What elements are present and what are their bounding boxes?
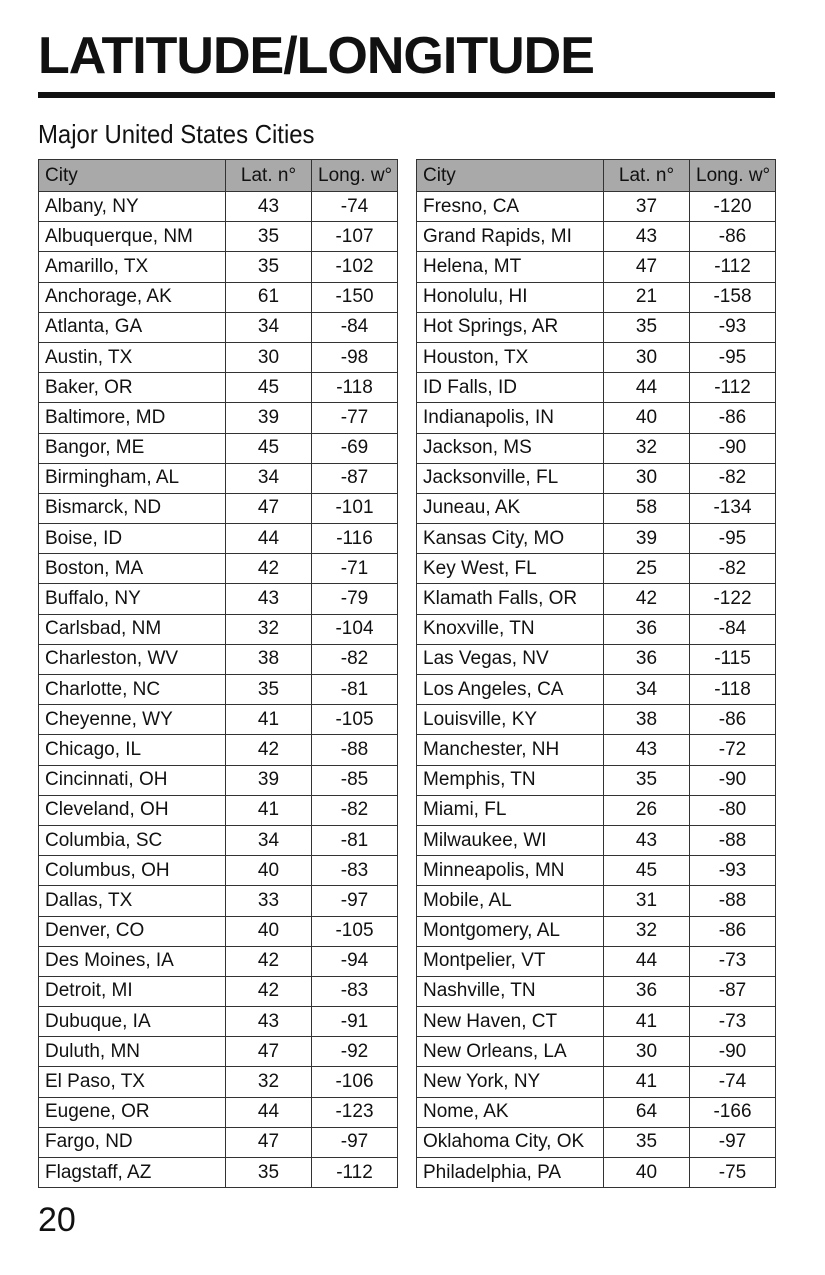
cell-lat: 30 <box>604 463 690 493</box>
cell-city: Mobile, AL <box>417 886 604 916</box>
cell-city: Detroit, MI <box>39 976 226 1006</box>
table-row <box>417 463 776 493</box>
table-row <box>417 403 776 433</box>
cell-lat: 35 <box>226 675 312 705</box>
cell-long: -82 <box>690 463 776 493</box>
cell-lat: 43 <box>226 1007 312 1037</box>
cell-lat: 45 <box>226 433 312 463</box>
cell-lat: 47 <box>226 1037 312 1067</box>
cell-long: -101 <box>312 493 398 523</box>
column-header-lat: Lat. n° <box>604 160 690 192</box>
cell-lat: 32 <box>226 614 312 644</box>
city-table-left-body <box>39 192 398 1188</box>
cell-long: -116 <box>312 524 398 554</box>
cell-city: Fresno, CA <box>417 192 604 222</box>
cell-long: -94 <box>312 946 398 976</box>
cell-long: -81 <box>312 675 398 705</box>
cell-long: -95 <box>690 524 776 554</box>
column-header-long: Long. w° <box>312 160 398 192</box>
cell-long: -81 <box>312 825 398 855</box>
cell-city: Eugene, OR <box>39 1097 226 1127</box>
cell-city: Denver, CO <box>39 916 226 946</box>
cell-long: -105 <box>312 705 398 735</box>
cell-lat: 38 <box>226 644 312 674</box>
cell-city: Buffalo, NY <box>39 584 226 614</box>
table-row <box>39 1067 398 1097</box>
cell-lat: 61 <box>226 282 312 312</box>
city-table-right <box>416 159 776 1188</box>
cell-lat: 32 <box>604 433 690 463</box>
cell-lat: 37 <box>604 192 690 222</box>
table-row <box>417 1067 776 1097</box>
cell-long: -107 <box>312 222 398 252</box>
cell-lat: 41 <box>226 795 312 825</box>
table-row <box>39 524 398 554</box>
cell-lat: 43 <box>604 735 690 765</box>
cell-city: Baker, OR <box>39 373 226 403</box>
cell-long: -134 <box>690 493 776 523</box>
cell-city: Dallas, TX <box>39 886 226 916</box>
cell-city: Birmingham, AL <box>39 463 226 493</box>
table-row <box>39 916 398 946</box>
cell-city: Hot Springs, AR <box>417 312 604 342</box>
cell-long: -79 <box>312 584 398 614</box>
cell-lat: 47 <box>604 252 690 282</box>
cell-lat: 41 <box>604 1067 690 1097</box>
cell-city: Oklahoma City, OK <box>417 1127 604 1157</box>
table-row <box>417 946 776 976</box>
cell-lat: 47 <box>226 1127 312 1157</box>
table-row <box>417 524 776 554</box>
table-row <box>39 976 398 1006</box>
cell-city: Amarillo, TX <box>39 252 226 282</box>
table-row <box>417 705 776 735</box>
cell-long: -88 <box>312 735 398 765</box>
table-row <box>39 433 398 463</box>
cell-city: Atlanta, GA <box>39 312 226 342</box>
table-row <box>39 342 398 372</box>
table-row <box>417 1127 776 1157</box>
table-row <box>417 1158 776 1188</box>
cell-lat: 40 <box>604 1158 690 1188</box>
cell-long: -118 <box>312 373 398 403</box>
cell-long: -69 <box>312 433 398 463</box>
cell-city: Bismarck, ND <box>39 493 226 523</box>
cell-long: -86 <box>690 222 776 252</box>
cell-city: Baltimore, MD <box>39 403 226 433</box>
cell-lat: 35 <box>604 312 690 342</box>
column-header-long: Long. w° <box>690 160 776 192</box>
cell-long: -88 <box>690 886 776 916</box>
cell-long: -75 <box>690 1158 776 1188</box>
cell-long: -84 <box>312 312 398 342</box>
cell-lat: 35 <box>604 1127 690 1157</box>
table-row <box>39 886 398 916</box>
table-row <box>39 825 398 855</box>
cell-lat: 39 <box>226 403 312 433</box>
cell-long: -87 <box>312 463 398 493</box>
cell-lat: 41 <box>604 1007 690 1037</box>
cell-lat: 31 <box>604 886 690 916</box>
cell-lat: 42 <box>226 976 312 1006</box>
cell-city: Honolulu, HI <box>417 282 604 312</box>
cell-lat: 40 <box>226 916 312 946</box>
cell-lat: 45 <box>604 856 690 886</box>
cell-city: Austin, TX <box>39 342 226 372</box>
cell-city: Bangor, ME <box>39 433 226 463</box>
cell-city: Montpelier, VT <box>417 946 604 976</box>
cell-lat: 40 <box>226 856 312 886</box>
table-row <box>417 916 776 946</box>
table-row <box>417 614 776 644</box>
cell-city: Nashville, TN <box>417 976 604 1006</box>
table-row <box>39 1158 398 1188</box>
table-row <box>39 765 398 795</box>
cell-long: -87 <box>690 976 776 1006</box>
cell-lat: 42 <box>604 584 690 614</box>
cell-long: -150 <box>312 282 398 312</box>
cell-city: New Haven, CT <box>417 1007 604 1037</box>
cell-city: Charleston, WV <box>39 644 226 674</box>
table-row <box>39 1037 398 1067</box>
table-row <box>417 644 776 674</box>
cell-long: -82 <box>690 554 776 584</box>
cell-lat: 39 <box>226 765 312 795</box>
cell-city: Flagstaff, AZ <box>39 1158 226 1188</box>
cell-long: -106 <box>312 1067 398 1097</box>
cell-lat: 36 <box>604 644 690 674</box>
table-row <box>417 373 776 403</box>
cell-city: Duluth, MN <box>39 1037 226 1067</box>
cell-city: Louisville, KY <box>417 705 604 735</box>
cell-city: Minneapolis, MN <box>417 856 604 886</box>
cell-lat: 43 <box>226 584 312 614</box>
cell-city: Nome, AK <box>417 1097 604 1127</box>
cell-city: Miami, FL <box>417 795 604 825</box>
cell-long: -112 <box>690 252 776 282</box>
cell-long: -166 <box>690 1097 776 1127</box>
cell-long: -74 <box>690 1067 776 1097</box>
cell-long: -90 <box>690 433 776 463</box>
table-row <box>417 584 776 614</box>
cell-lat: 34 <box>604 675 690 705</box>
table-row <box>39 463 398 493</box>
cell-city: El Paso, TX <box>39 1067 226 1097</box>
cell-long: -80 <box>690 795 776 825</box>
table-row <box>417 1037 776 1067</box>
table-row <box>417 856 776 886</box>
cell-city: New York, NY <box>417 1067 604 1097</box>
cell-lat: 30 <box>604 342 690 372</box>
cell-long: -77 <box>312 403 398 433</box>
cell-long: -93 <box>690 312 776 342</box>
cell-lat: 34 <box>226 463 312 493</box>
cell-long: -86 <box>690 403 776 433</box>
cell-lat: 47 <box>226 493 312 523</box>
table-row <box>39 1097 398 1127</box>
cell-lat: 35 <box>604 765 690 795</box>
table-row <box>417 795 776 825</box>
column-header-lat: Lat. n° <box>226 160 312 192</box>
cell-city: Albany, NY <box>39 192 226 222</box>
table-row <box>39 795 398 825</box>
cell-lat: 32 <box>604 916 690 946</box>
cell-long: -73 <box>690 1007 776 1037</box>
column-header-city: City <box>417 160 604 192</box>
table-row <box>39 584 398 614</box>
table-row <box>39 282 398 312</box>
cell-city: Columbia, SC <box>39 825 226 855</box>
cell-long: -158 <box>690 282 776 312</box>
table-row <box>417 282 776 312</box>
table-row <box>39 373 398 403</box>
cell-city: Knoxville, TN <box>417 614 604 644</box>
cell-city: Kansas City, MO <box>417 524 604 554</box>
cell-long: -120 <box>690 192 776 222</box>
cell-lat: 36 <box>604 976 690 1006</box>
cell-city: Albuquerque, NM <box>39 222 226 252</box>
table-row <box>417 1097 776 1127</box>
cell-lat: 44 <box>604 373 690 403</box>
cell-city: Memphis, TN <box>417 765 604 795</box>
cell-city: Columbus, OH <box>39 856 226 886</box>
cell-long: -86 <box>690 705 776 735</box>
city-table-left <box>38 159 398 1188</box>
cell-city: Fargo, ND <box>39 1127 226 1157</box>
cell-lat: 42 <box>226 735 312 765</box>
cell-lat: 34 <box>226 825 312 855</box>
cell-lat: 30 <box>226 342 312 372</box>
table-row <box>417 765 776 795</box>
city-table-right-body <box>417 192 776 1188</box>
cell-long: -72 <box>690 735 776 765</box>
cell-lat: 64 <box>604 1097 690 1127</box>
table-row <box>39 614 398 644</box>
cell-city: Philadelphia, PA <box>417 1158 604 1188</box>
table-row <box>417 554 776 584</box>
table-row <box>417 493 776 523</box>
cell-city: Carlsbad, NM <box>39 614 226 644</box>
table-row <box>39 1007 398 1037</box>
cell-lat: 44 <box>226 524 312 554</box>
cell-long: -83 <box>312 856 398 886</box>
cell-lat: 32 <box>226 1067 312 1097</box>
table-row <box>39 946 398 976</box>
cell-long: -93 <box>690 856 776 886</box>
table-row <box>417 252 776 282</box>
cell-city: Jackson, MS <box>417 433 604 463</box>
cell-lat: 45 <box>226 373 312 403</box>
cell-long: -95 <box>690 342 776 372</box>
cell-lat: 25 <box>604 554 690 584</box>
table-row <box>39 312 398 342</box>
table-row <box>39 735 398 765</box>
cell-city: Indianapolis, IN <box>417 403 604 433</box>
cell-long: -90 <box>690 1037 776 1067</box>
cell-long: -118 <box>690 675 776 705</box>
page-subtitle: Major United States Cities <box>38 119 315 149</box>
cell-city: Helena, MT <box>417 252 604 282</box>
cell-lat: 44 <box>226 1097 312 1127</box>
cell-lat: 34 <box>226 312 312 342</box>
table-row <box>39 644 398 674</box>
cell-long: -123 <box>312 1097 398 1127</box>
cell-lat: 35 <box>226 252 312 282</box>
table-row <box>39 493 398 523</box>
cell-lat: 39 <box>604 524 690 554</box>
cell-lat: 41 <box>226 705 312 735</box>
cell-long: -83 <box>312 976 398 1006</box>
cell-long: -112 <box>690 373 776 403</box>
table-row <box>39 403 398 433</box>
cell-lat: 30 <box>604 1037 690 1067</box>
cell-long: -97 <box>312 886 398 916</box>
cell-city: Boise, ID <box>39 524 226 554</box>
cell-city: Charlotte, NC <box>39 675 226 705</box>
cell-long: -88 <box>690 825 776 855</box>
cell-city: Anchorage, AK <box>39 282 226 312</box>
cell-lat: 42 <box>226 946 312 976</box>
cell-city: Houston, TX <box>417 342 604 372</box>
cell-lat: 43 <box>226 192 312 222</box>
table-row <box>417 886 776 916</box>
cell-long: -82 <box>312 795 398 825</box>
cell-city: Grand Rapids, MI <box>417 222 604 252</box>
cell-lat: 38 <box>604 705 690 735</box>
cell-lat: 26 <box>604 795 690 825</box>
cell-long: -112 <box>312 1158 398 1188</box>
cell-lat: 33 <box>226 886 312 916</box>
cell-city: ID Falls, ID <box>417 373 604 403</box>
table-row <box>417 976 776 1006</box>
table-row <box>417 735 776 765</box>
table-row <box>39 222 398 252</box>
cell-long: -91 <box>312 1007 398 1037</box>
table-row <box>417 433 776 463</box>
cell-city: Klamath Falls, OR <box>417 584 604 614</box>
cell-lat: 44 <box>604 946 690 976</box>
cell-long: -82 <box>312 644 398 674</box>
cell-long: -71 <box>312 554 398 584</box>
cell-city: Los Angeles, CA <box>417 675 604 705</box>
cell-long: -97 <box>690 1127 776 1157</box>
table-row <box>39 252 398 282</box>
cell-city: Juneau, AK <box>417 493 604 523</box>
table-row <box>39 675 398 705</box>
page-number: 20 <box>38 1201 76 1239</box>
cell-long: -122 <box>690 584 776 614</box>
cell-city: Jacksonville, FL <box>417 463 604 493</box>
table-row <box>417 192 776 222</box>
table-header-row <box>417 160 776 192</box>
cell-city: New Orleans, LA <box>417 1037 604 1067</box>
cell-lat: 21 <box>604 282 690 312</box>
table-row <box>417 222 776 252</box>
table-row <box>417 312 776 342</box>
table-row <box>39 856 398 886</box>
cell-lat: 42 <box>226 554 312 584</box>
table-row <box>39 554 398 584</box>
cell-lat: 35 <box>226 222 312 252</box>
table-row <box>39 1127 398 1157</box>
table-row <box>417 1007 776 1037</box>
cell-long: -102 <box>312 252 398 282</box>
column-header-city: City <box>39 160 226 192</box>
cell-long: -115 <box>690 644 776 674</box>
table-row <box>417 342 776 372</box>
cell-lat: 40 <box>604 403 690 433</box>
cell-lat: 43 <box>604 825 690 855</box>
cell-city: Boston, MA <box>39 554 226 584</box>
cell-city: Manchester, NH <box>417 735 604 765</box>
cell-long: -86 <box>690 916 776 946</box>
cell-city: Cleveland, OH <box>39 795 226 825</box>
table-row <box>39 705 398 735</box>
title-rule <box>38 92 775 98</box>
cell-city: Dubuque, IA <box>39 1007 226 1037</box>
cell-long: -84 <box>690 614 776 644</box>
table-row <box>39 192 398 222</box>
cell-long: -97 <box>312 1127 398 1157</box>
cell-lat: 58 <box>604 493 690 523</box>
cell-lat: 43 <box>604 222 690 252</box>
table-header-row <box>39 160 398 192</box>
cell-long: -90 <box>690 765 776 795</box>
cell-city: Key West, FL <box>417 554 604 584</box>
cell-city: Montgomery, AL <box>417 916 604 946</box>
cell-long: -74 <box>312 192 398 222</box>
cell-city: Milwaukee, WI <box>417 825 604 855</box>
cell-city: Cheyenne, WY <box>39 705 226 735</box>
cell-city: Chicago, IL <box>39 735 226 765</box>
cell-city: Des Moines, IA <box>39 946 226 976</box>
cell-lat: 36 <box>604 614 690 644</box>
cell-long: -105 <box>312 916 398 946</box>
cell-city: Cincinnati, OH <box>39 765 226 795</box>
cell-lat: 35 <box>226 1158 312 1188</box>
page-title: LATITUDE/LONGITUDE <box>38 27 594 85</box>
table-row <box>417 825 776 855</box>
cell-long: -85 <box>312 765 398 795</box>
table-row <box>417 675 776 705</box>
cell-long: -73 <box>690 946 776 976</box>
cell-long: -104 <box>312 614 398 644</box>
cell-city: Las Vegas, NV <box>417 644 604 674</box>
cell-long: -92 <box>312 1037 398 1067</box>
cell-long: -98 <box>312 342 398 372</box>
